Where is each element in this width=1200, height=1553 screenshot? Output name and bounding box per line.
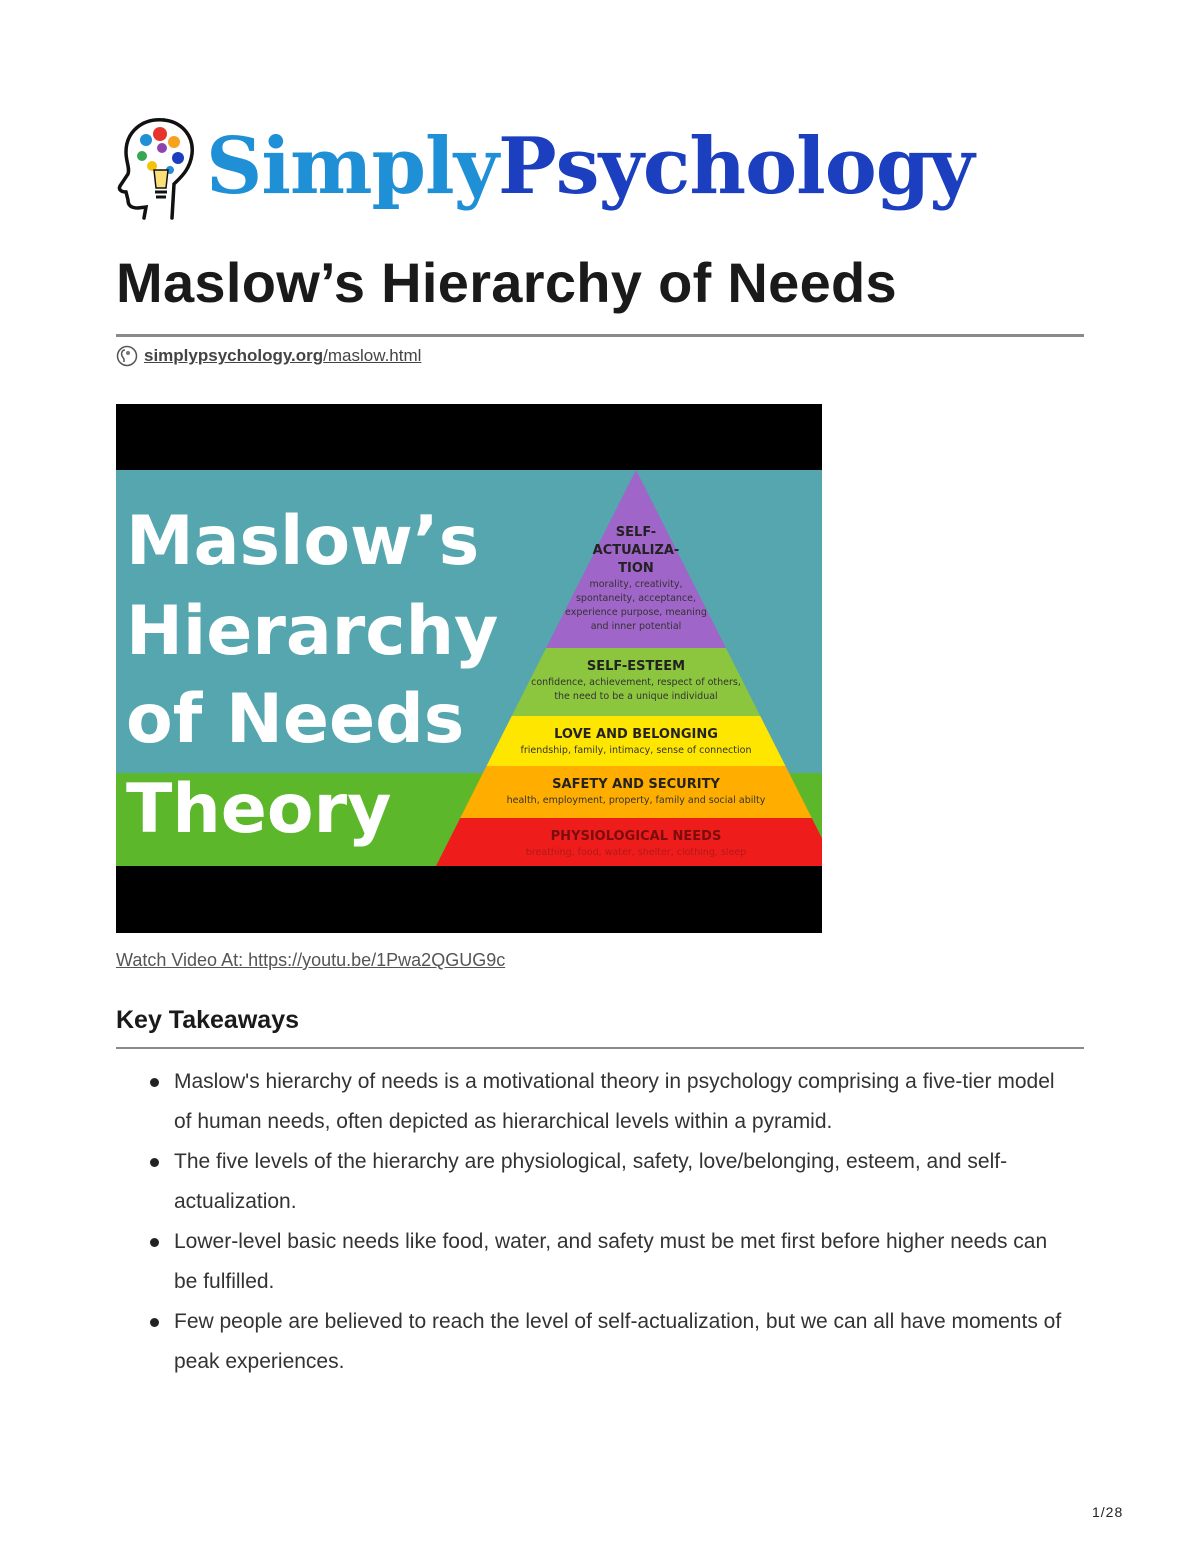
site-logo[interactable] <box>116 112 974 222</box>
pyramid-level-name: SAFETY AND SECURITY <box>552 777 720 792</box>
thumb-title-line: Maslow’s <box>126 502 480 581</box>
takeaways-list <box>116 1062 1066 1382</box>
list-item: The five levels of the hierarchy are physiological, safety, love/belonging, esteem, and self-actualization. <box>116 1142 1066 1222</box>
watch-video-link[interactable]: Watch Video At: https://youtu.be/1Pwa2QGUG9c <box>116 950 506 970</box>
pyramid-level-desc: the need to be a unique individual <box>554 691 718 702</box>
video-thumbnail[interactable] <box>116 404 822 933</box>
takeaways-divider <box>116 1047 1084 1049</box>
source-path: /maslow.html <box>323 346 422 365</box>
logo-word-simply: Simply <box>206 121 498 212</box>
source-link[interactable] <box>116 345 421 367</box>
page-title: Maslow’s Hierarchy of Needs <box>116 251 897 314</box>
pyramid-level-desc: morality, creativity, <box>589 579 683 590</box>
pyramid-level <box>460 766 812 818</box>
maslow-pyramid-graphic <box>116 404 822 933</box>
list-item: Lower-level basic needs like food, water, and safety must be met first before higher needs can be fulfilled. <box>116 1222 1066 1302</box>
favicon-icon <box>116 345 138 367</box>
thumb-top-bar <box>116 404 822 470</box>
thumb-title-line: Theory <box>126 770 392 849</box>
page-number: 1/28 <box>1092 1504 1124 1520</box>
pyramid-level-name: ACTUALIZA- <box>592 543 680 558</box>
thumb-bottom-bar <box>116 866 822 933</box>
brain-head-icon <box>116 114 198 220</box>
source-domain: simplypsychology.org <box>144 346 324 365</box>
list-item: Maslow's hierarchy of needs is a motivational theory in psychology comprising a five-tier model of human needs, often depicted as hierarchical levels within a pyramid. <box>116 1062 1066 1142</box>
pyramid-level-name: PHYSIOLOGICAL NEEDS <box>550 829 722 844</box>
thumb-title-line: Hierarchy <box>126 592 499 671</box>
thumb-title-line: of Needs <box>126 680 465 759</box>
source-url[interactable] <box>144 346 421 366</box>
pyramid-level-name: SELF-ESTEEM <box>586 659 686 674</box>
pyramid-level-desc: confidence, achievement, respect of others, <box>531 677 741 688</box>
title-divider <box>116 334 1084 337</box>
pyramid-level-name: SELF- <box>615 525 657 540</box>
pyramid-level-desc: and inner potential <box>590 621 682 632</box>
pyramid-level-desc: experience purpose, meaning <box>565 607 707 618</box>
list-item: Few people are believed to reach the level of self-actualization, but we can all have moments of peak experiences. <box>116 1302 1066 1382</box>
pyramid-level-desc: breathing, food, water, shelter, clothing, sleep <box>525 847 747 858</box>
pyramid-level-desc: friendship, family, intimacy, sense of connection <box>520 745 752 756</box>
logo-word-psychology: Psychology <box>497 121 974 212</box>
pyramid-level-name: LOVE AND BELONGING <box>554 727 718 742</box>
logo-wordmark <box>206 121 974 212</box>
pyramid-level-name: TION <box>618 561 654 576</box>
pyramid-level-desc: spontaneity, acceptance, <box>575 593 697 604</box>
pyramid-level-desc: health, employment, property, family and social abilty <box>506 795 766 806</box>
key-takeaways-heading: Key Takeaways <box>116 1006 299 1034</box>
